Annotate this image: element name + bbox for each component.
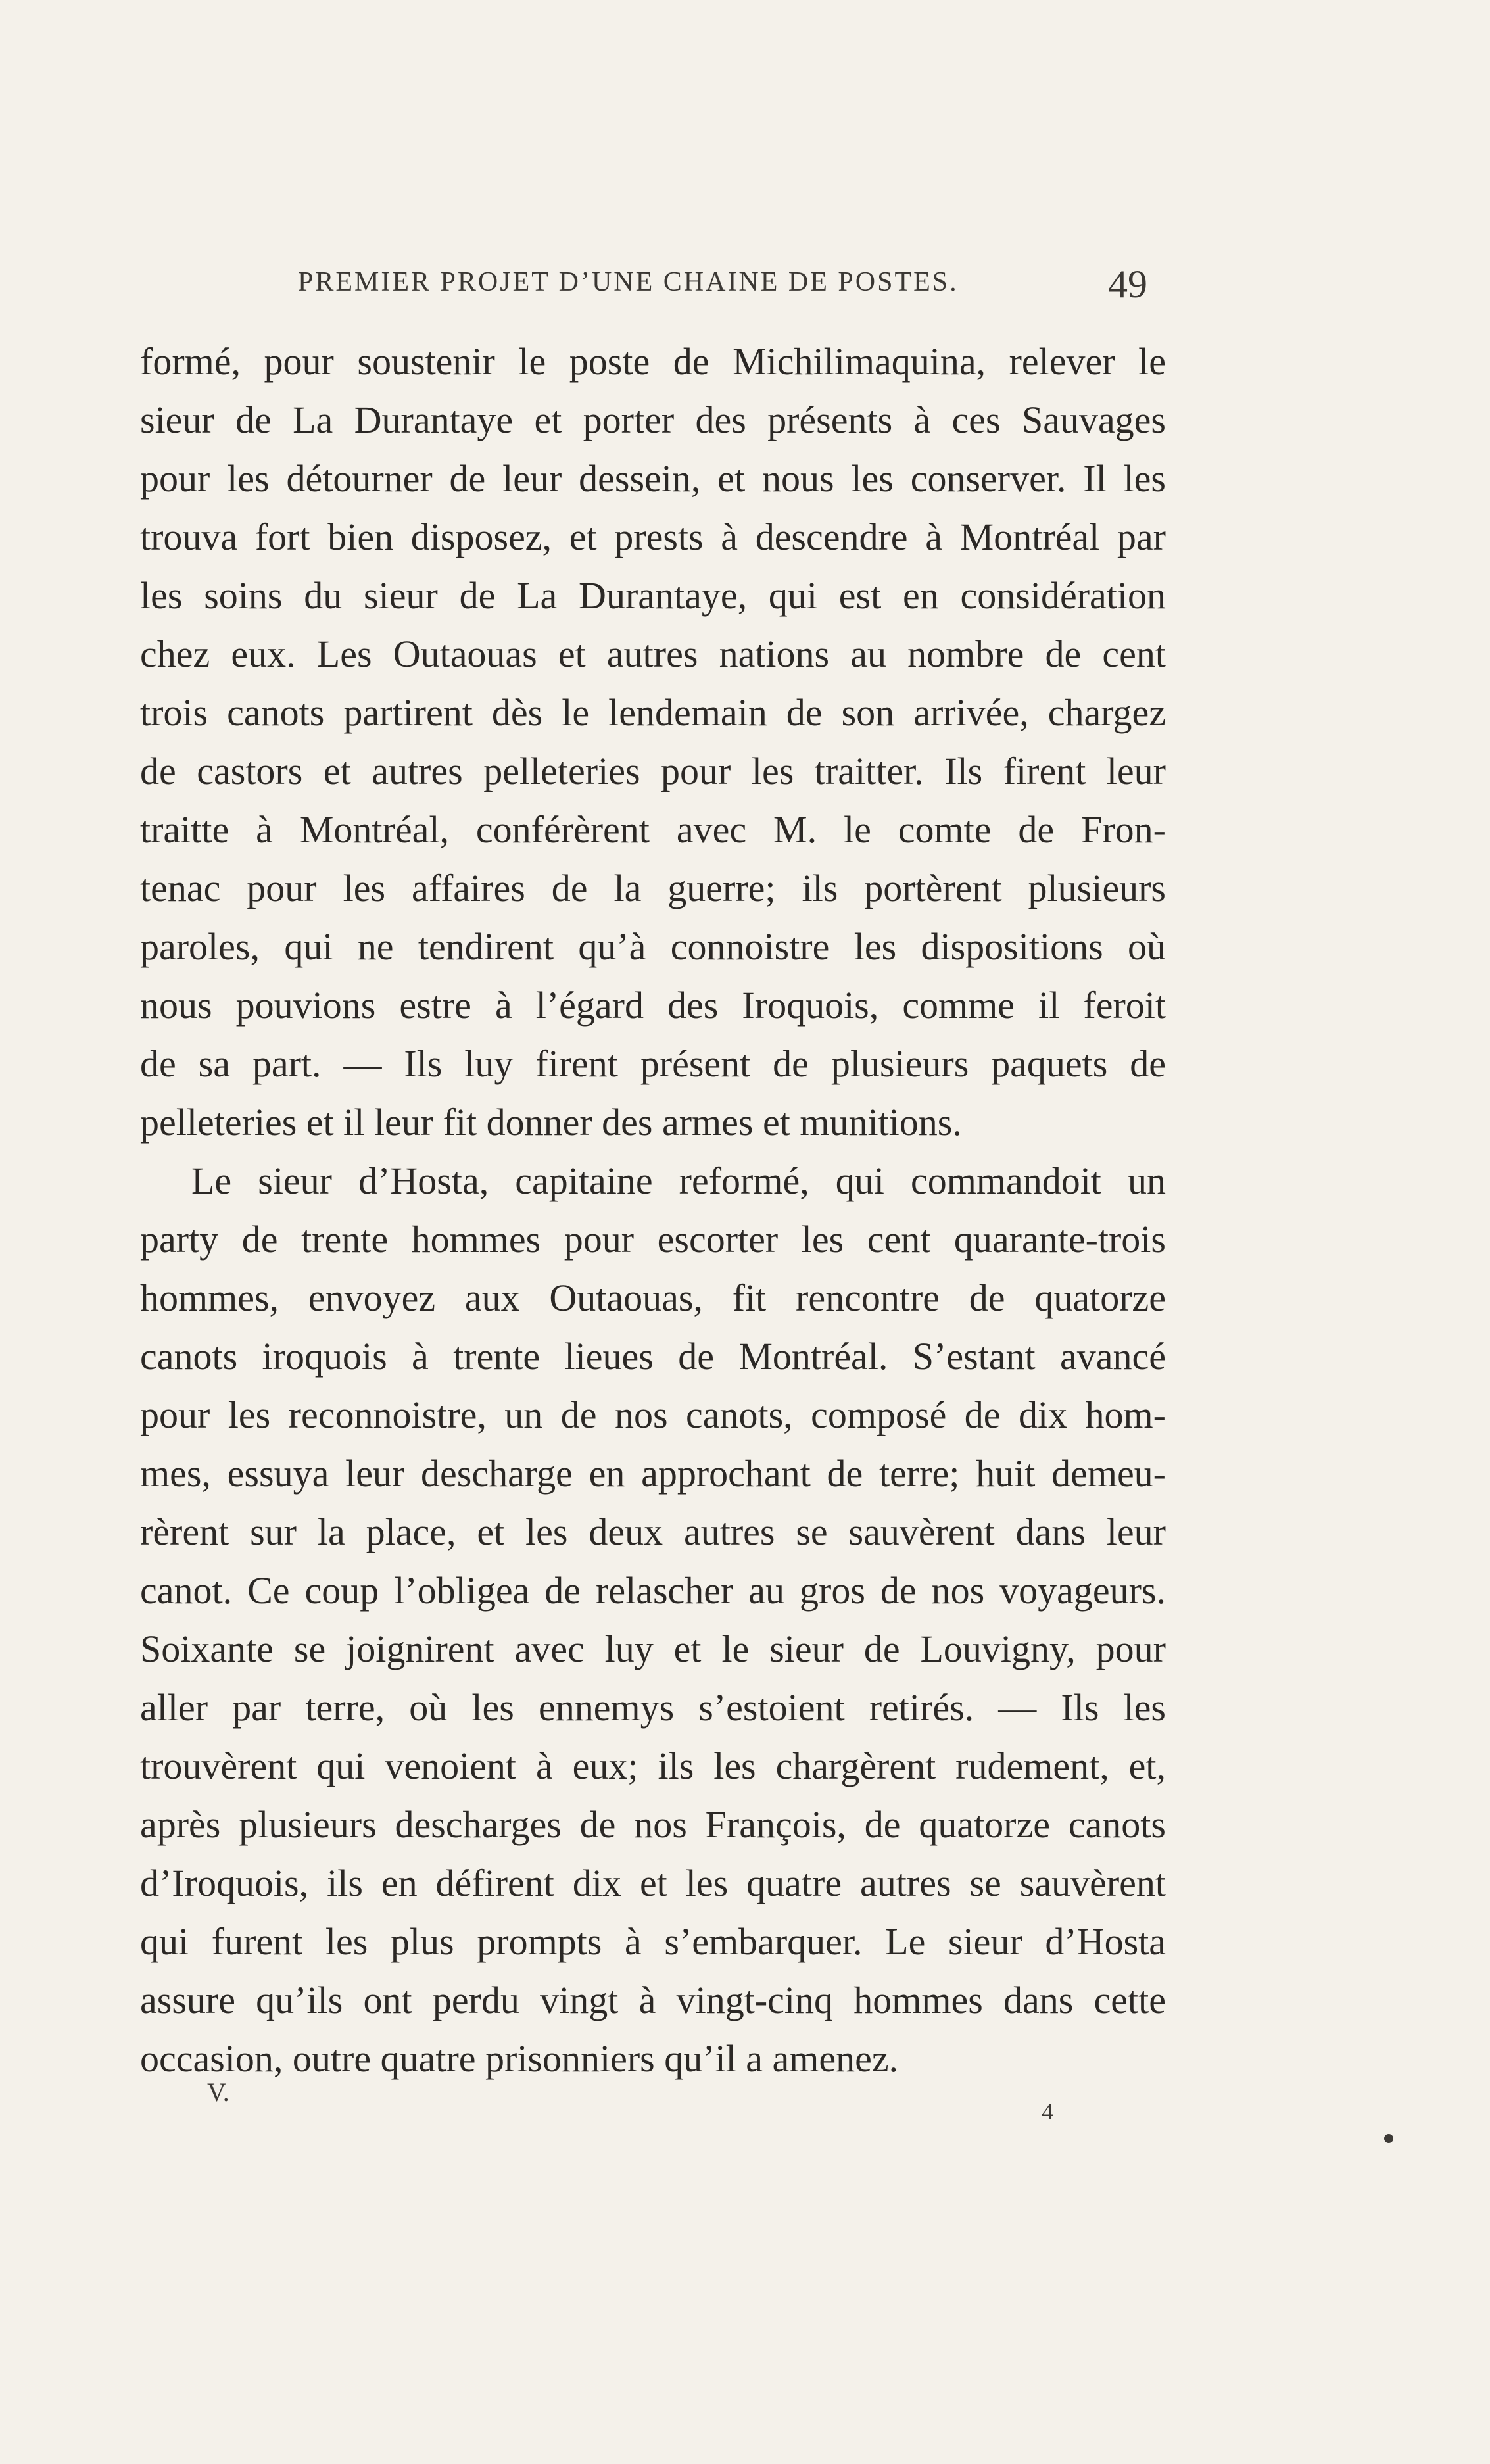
- text-line: de sa part. — Ils luy firent présent de plusieurs paquets de: [140, 1042, 1166, 1085]
- text-line: assure qu’ils ont perdu vingt à vingt-cinq hommes dans cette: [140, 1979, 1166, 2021]
- text-line: rèrent sur la place, et les deux autres se sauvèrent dans leur: [140, 1510, 1166, 1553]
- text-line: aller par terre, où les ennemys s’estoient retirés. — Ils les: [140, 1686, 1166, 1729]
- text-line: nous pouvions estre à l’égard des Iroquois, comme il feroit: [140, 984, 1166, 1027]
- text-line: canot. Ce coup l’obligea de relascher au gros de nos voyageurs.: [140, 1569, 1166, 1612]
- text-line: trouvèrent qui venoient à eux; ils les chargèrent rudement, et,: [140, 1745, 1166, 1787]
- signature-mark: V.: [207, 2077, 229, 2107]
- text-line: paroles, qui ne tendirent qu’à connoistre les dispositions où: [140, 925, 1166, 968]
- text-line: trois canots partirent dès le lendemain de son arrivée, chargez: [140, 691, 1166, 734]
- text-line: party de trente hommes pour escorter les cent quarante-trois: [140, 1218, 1166, 1261]
- text-line: traitte à Montréal, conférèrent avec M. le comte de Fron-: [140, 808, 1166, 851]
- running-title: PREMIER PROJET D’UNE CHAINE DE POSTES.: [298, 267, 959, 297]
- text-line: pour les détourner de leur dessein, et nous les conserver. Il les: [140, 457, 1166, 500]
- paragraph-first-line: Le sieur d’Hosta, capitaine reformé, qui commandoit un: [191, 1159, 1166, 1202]
- paragraph-end-line: pelleteries et il leur fit donner des armes et munitions.: [140, 1101, 962, 1144]
- sheet-number: 4: [1042, 2098, 1053, 2125]
- text-line: tenac pour les affaires de la guerre; ils portèrent plusieurs: [140, 867, 1166, 909]
- text-line: sieur de La Durantaye et porter des présents à ces Sauvages: [140, 399, 1166, 441]
- text-line: Soixante se joignirent avec luy et le sieur de Louvigny, pour: [140, 1628, 1166, 1670]
- text-line: d’Iroquois, ils en défirent dix et les quatre autres se sauvèrent: [140, 1862, 1166, 1904]
- page-number: 49: [1108, 262, 1147, 306]
- text-line: formé, pour soustenir le poste de Michilimaquina, relever le: [140, 340, 1166, 383]
- ink-dot: [1384, 2134, 1393, 2143]
- text-line: qui furent les plus prompts à s’embarquer. Le sieur d’Hosta: [140, 1920, 1166, 1963]
- text-line: hommes, envoyez aux Outaouas, fit rencontre de quatorze: [140, 1276, 1166, 1319]
- text-line: chez eux. Les Outaouas et autres nations au nombre de cent: [140, 633, 1166, 675]
- text-line: mes, essuya leur descharge en approchant de terre; huit demeu-: [140, 1452, 1166, 1495]
- text-line: après plusieurs descharges de nos François, de quatorze canots: [140, 1803, 1166, 1846]
- text-line: canots iroquois à trente lieues de Montréal. S’estant avancé: [140, 1335, 1166, 1378]
- text-line: de castors et autres pelleteries pour les traitter. Ils firent leur: [140, 750, 1166, 792]
- text-line: trouva fort bien disposez, et prests à descendre à Montréal par: [140, 516, 1166, 558]
- body-text: [140, 332, 1166, 2088]
- text-line: pour les reconnoistre, un de nos canots, composé de dix hom-: [140, 1393, 1166, 1436]
- paragraph-end-line: occasion, outre quatre prisonniers qu’il a amenez.: [140, 2037, 899, 2080]
- text-line: les soins du sieur de La Durantaye, qui est en considération: [140, 574, 1166, 617]
